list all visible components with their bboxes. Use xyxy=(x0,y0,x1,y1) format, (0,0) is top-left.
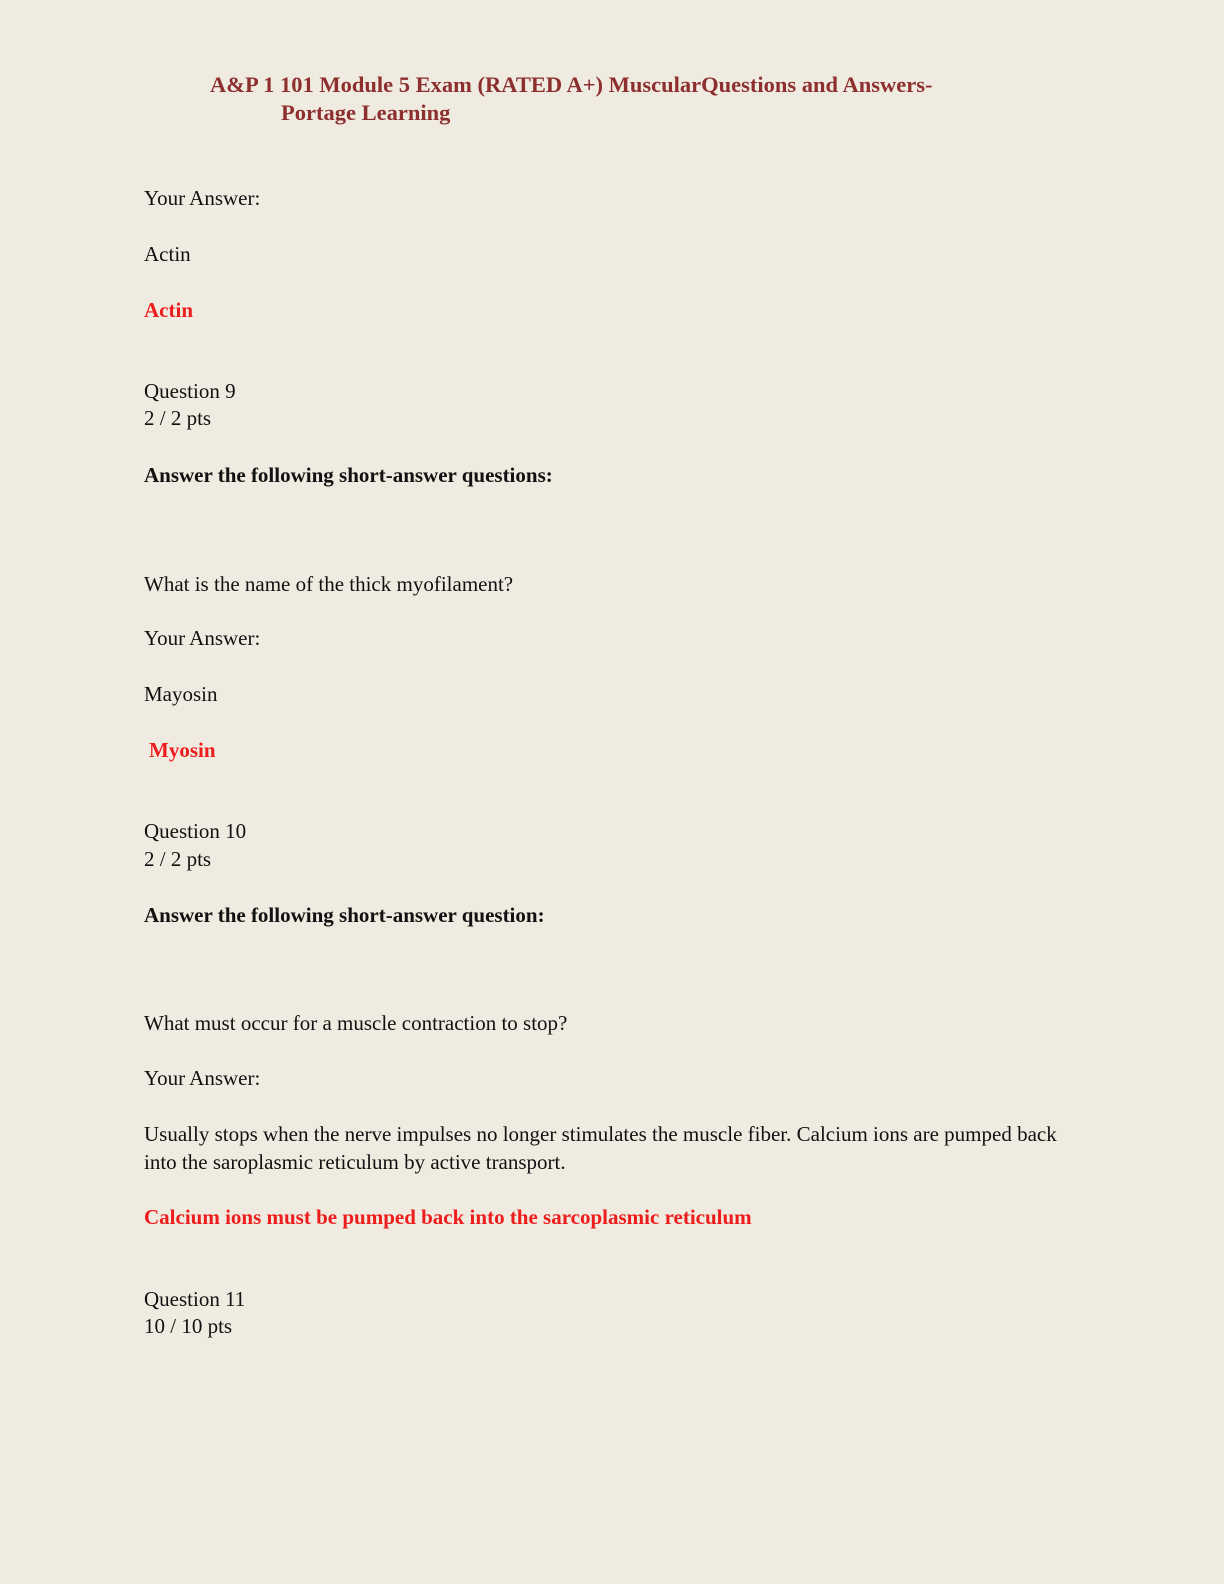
question-9-points: 2 / 2 pts xyxy=(144,406,212,430)
title-line-2: Portage Learning xyxy=(281,100,451,125)
question-11-number: Question 11 xyxy=(144,1287,246,1311)
question-11-points: 10 / 10 pts xyxy=(144,1314,233,1338)
question-10-correct-answer: Calcium ions must be pumped back into the sarcoplasmic reticulum xyxy=(144,1205,752,1229)
question-10-prompt: What must occur for a muscle contraction to stop? xyxy=(144,1011,568,1035)
question-10-instruction: Answer the following short-answer question: xyxy=(144,903,545,927)
question-9-your-answer-label: Your Answer: xyxy=(144,626,261,650)
question-10-points: 2 / 2 pts xyxy=(144,847,212,871)
page-title xyxy=(210,71,932,127)
your-answer-text: Actin xyxy=(144,242,191,266)
question-10-your-answer: Usually stops when the nerve impulses no longer stimulates the muscle fiber. Calcium ions are pumped back into the saroplasmic reticulum by active transport. xyxy=(144,1122,1057,1174)
question-10-number: Question 10 xyxy=(144,819,247,843)
question-9-correct-answer: Myosin xyxy=(149,738,216,762)
your-answer-label: Your Answer: xyxy=(144,186,261,210)
question-9-instruction: Answer the following short-answer questions: xyxy=(144,463,553,487)
question-9-prompt: What is the name of the thick myofilament? xyxy=(144,572,514,596)
question-10-your-answer-label: Your Answer: xyxy=(144,1066,261,1090)
correct-answer-text: Actin xyxy=(144,298,193,322)
question-9-your-answer: Mayosin xyxy=(144,682,218,706)
title-line-1: A&P 1 101 Module 5 Exam (RATED A+) MuscularQuestions and Answers- xyxy=(210,72,933,97)
question-9-number: Question 9 xyxy=(144,379,236,403)
